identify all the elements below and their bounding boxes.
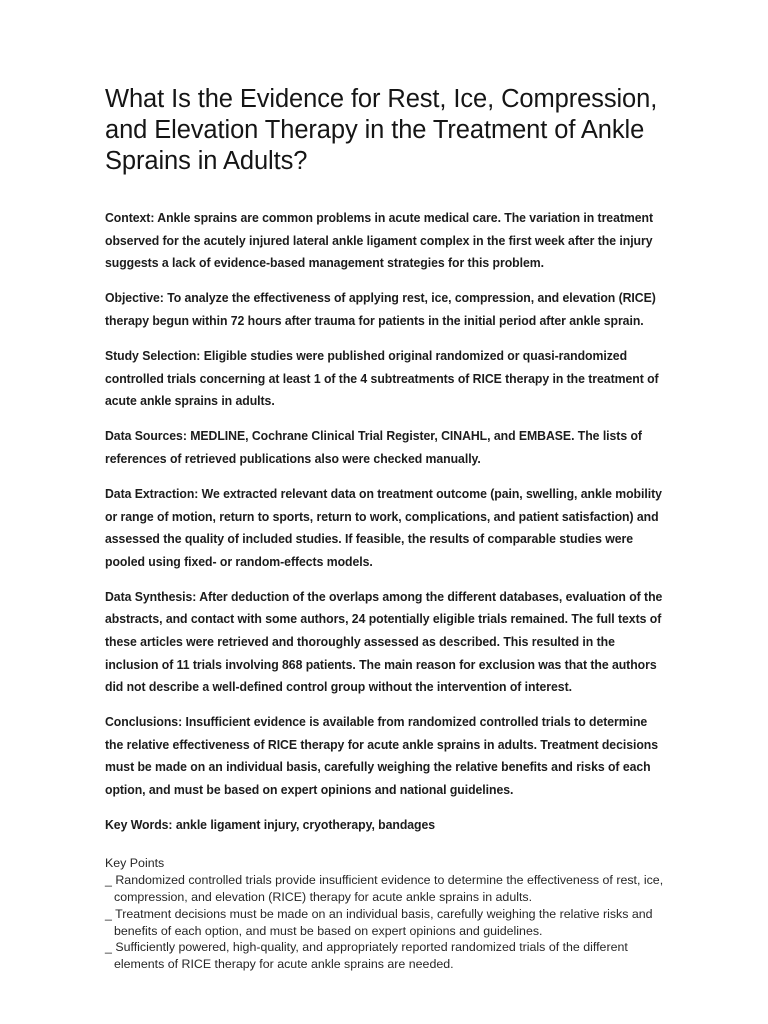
- section-text: After deduction of the overlaps among the different databases, evaluation of the abstracts, and contact with some authors, 24 potentially eligible trials remained. The full texts of these articles were retrieved and thoroughly assessed as described. This resulted in the inclusion of 11 trials involving 868 patients. The main reason for exclusion was that the authors did not describe a well-defined control group without the intervention of interest.: [105, 588, 663, 695]
- abstract-section-keywords: [105, 814, 668, 837]
- section-text: Eligible studies were published original randomized or quasi-randomized controlled trials concerning at least 1 of the 4 subtreatments of RICE therapy in the treatment of acute ankle sprains in adults.: [105, 347, 659, 409]
- section-label: Data Synthesis:: [105, 588, 197, 604]
- abstract-section-context: [105, 207, 668, 275]
- section-label: Data Sources:: [105, 428, 187, 444]
- bullet-marker-icon: _: [105, 940, 112, 955]
- section-label: Conclusions:: [105, 714, 183, 730]
- key-points-item-text: [105, 872, 675, 906]
- key-points-item-body: Sufficiently powered, high-quality, and appropriately reported randomized trials of the different elements of RICE therapy for acute ankle sprains are needed.: [114, 940, 628, 972]
- key-points-heading: Key Points: [105, 855, 165, 870]
- section-text: We extracted relevant data on treatment outcome (pain, swelling, ankle mobility or range of motion, return to sports, return to work, complications, and patient satisfaction) and assessed the quality of included studies. If feasible, the results of comparable studies were pooled using fixed- or random-effects models.: [105, 485, 662, 569]
- section-label: Objective:: [105, 290, 164, 306]
- key-points-item-body: Treatment decisions must be made on an individual basis, carefully weighing the relative risks and benefits of each option, and must be based on expert opinions and guidelines.: [114, 906, 653, 938]
- section-label: Context:: [105, 210, 155, 225]
- keywords-label: Key Words:: [105, 817, 173, 833]
- keywords-text: ankle ligament injury, cryotherapy, bandages: [172, 817, 436, 833]
- page-content: [105, 84, 667, 973]
- key-points-list: [105, 872, 675, 973]
- abstract-section-objective: [105, 287, 668, 332]
- abstract-section-data-synthesis: [105, 586, 668, 699]
- abstract-section-study-selection: [105, 345, 668, 413]
- key-points-block: [105, 855, 675, 973]
- page-title: What Is the Evidence for Rest, Ice, Compression, and Elevation Therapy in the Treatment of Ankle Sprains in Adults?: [105, 85, 658, 175]
- section-text: To analyze the effectiveness of applying rest, ice, compression, and elevation (RICE) therapy begun within 72 hours after trauma for patients in the initial period after ankle sprain.: [105, 290, 656, 328]
- key-points-item-text: [105, 906, 675, 940]
- abstract-section-data-extraction: [105, 483, 668, 573]
- bullet-marker-icon: _: [105, 873, 112, 888]
- key-points-item: [105, 872, 675, 906]
- abstract-section-conclusions: [105, 711, 668, 801]
- section-label: Data Extraction:: [105, 485, 199, 501]
- bullet-marker-icon: _: [105, 906, 112, 921]
- section-text: MEDLINE, Cochrane Clinical Trial Register, CINAHL, and EMBASE. The lists of references of retrieved publications also were checked manually.: [105, 428, 642, 466]
- section-label: Study Selection:: [105, 347, 201, 363]
- section-text: Ankle sprains are common problems in acute medical care. The variation in treatment observed for the acutely injured lateral ankle ligament complex in the first week after the injury suggests a lack of evidence-based management strategies for this problem.: [105, 210, 654, 271]
- abstract-section-data-sources: [105, 425, 668, 470]
- abstract-body: [105, 207, 667, 837]
- key-points-item-text: [105, 939, 675, 973]
- key-points-item: [105, 906, 675, 940]
- key-points-item-body: Randomized controlled trials provide insufficient evidence to determine the effectiveness of rest, ice, compression, and elevation (RICE) therapy for acute ankle sprains in adults.: [114, 873, 664, 905]
- section-text: Insufficient evidence is available from randomized controlled trials to determine the relative effectiveness of RICE therapy for acute ankle sprains in adults. Treatment decisions must be made on an individual basis, carefully weighing the relative benefits and risks of each option, and must be based on expert opinions and national guidelines.: [105, 714, 659, 798]
- key-points-item: [105, 939, 675, 973]
